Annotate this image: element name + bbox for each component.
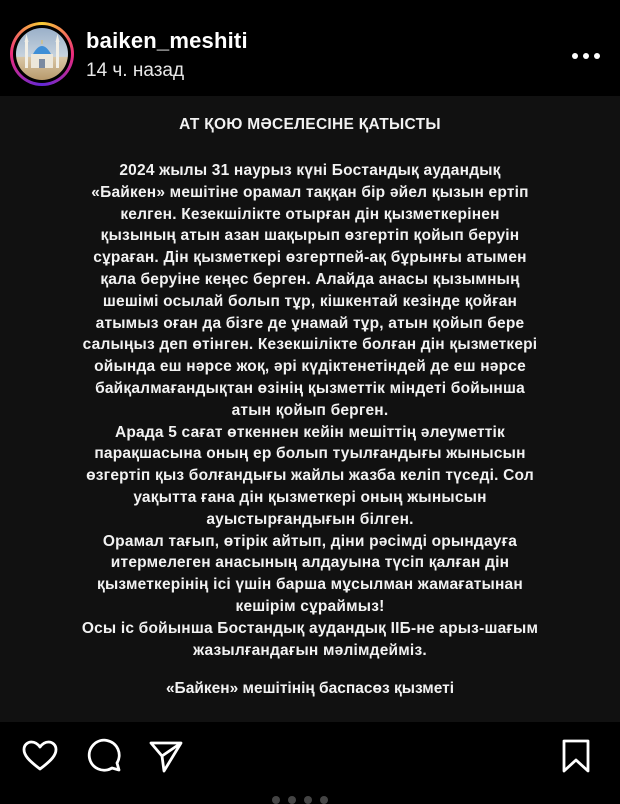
post-title: АТ ҚОЮ МӘСЕЛЕСІНЕ ҚАТЫСТЫ: [179, 116, 441, 133]
post-body-line: Орамал тағып, өтірік айтып, діни рәсімді орындауға: [102, 532, 518, 550]
action-bar: [0, 722, 620, 800]
more-options-icon[interactable]: [568, 44, 604, 68]
bookmark-icon[interactable]: [556, 736, 596, 776]
post-body-line: қызметкерінің ісі үшін барша мұсылман жамағатынан: [97, 576, 523, 594]
post-image[interactable]: [0, 96, 620, 722]
post-timestamp: 14 ч. назад: [86, 60, 185, 81]
story-ring[interactable]: [10, 22, 74, 86]
post-body-line: шешімі осылай болып тұр, кішкентай кезінде қойған: [102, 292, 518, 310]
post-body-line: Арада 5 сағат өткеннен кейін мешіттің әлеуметтік: [114, 423, 505, 441]
post-body-line: парақшасына оның ер болып туылғандығы жынысын: [94, 445, 526, 463]
post-body: [40, 160, 580, 661]
username[interactable]: baiken_meshiti: [86, 28, 248, 53]
post-body-line: Осы іс бойынша Бостандық аудандық ІІБ-не арыз-шағым: [81, 619, 539, 637]
post-body-line: ауыстырғандығын білген.: [206, 510, 414, 528]
post-header: [0, 0, 620, 96]
post-body-line: итермелеген анасының алдауына түсіп қалған дін: [110, 554, 510, 572]
send-icon[interactable]: [146, 736, 186, 776]
post-body-line: жазылғандағын мәлімдейміз.: [193, 641, 427, 659]
post-body-line: байқалмағандықтан өзінің қызметтік міндеті бойынша: [95, 379, 525, 397]
post-body-line: өзгертіп қыз болғандығы жайлы жазба келіп түседі. Сол: [86, 467, 534, 485]
post-body-line: атын қойып берген.: [231, 401, 389, 419]
post-body-line: уақытта ғана дін қызметкері оның жынысын: [133, 488, 487, 506]
post-body-line: ойында еш нәрсе жоқ, әрі күдіктенетіндей де еш нәрсе: [94, 358, 526, 376]
post-body-line: «Байкен» мешітіне орамал таққан бір әйел қызын ертіп: [91, 183, 529, 201]
mosque-avatar-icon: [16, 28, 68, 80]
post-body-line: қызының атын азан шақырып өзгертіп қойып беруін: [100, 227, 520, 245]
carousel-dots: [252, 794, 372, 802]
avatar[interactable]: [13, 25, 71, 83]
post-body-line: 2024 жылы 31 наурыз күні Бостандық аудандық: [119, 162, 501, 179]
post-body-line: салыңыз деп өтінген. Кезекшілікте болған дін қызметкері: [82, 336, 538, 354]
post-body-line: атымыз оған да бізге де ұнамай тұр, атын қойып бере: [95, 314, 525, 332]
post-signature: «Байкен» мешітінің баспасөз қызметі: [165, 680, 455, 697]
heart-icon[interactable]: [20, 736, 60, 776]
post-body-line: келген. Кезекшілікте отырған дін қызметкерінен: [120, 205, 500, 223]
post-body-line: қала беруіне кеңес берген. Алайда анасы қызымның: [100, 270, 520, 288]
comment-icon[interactable]: [84, 736, 124, 776]
post-body-line: сұраған. Дін қызметкері өзгертпей-ақ бұрынғы атымен: [93, 249, 527, 267]
post-body-line: кешірім сұраймыз!: [235, 597, 385, 615]
